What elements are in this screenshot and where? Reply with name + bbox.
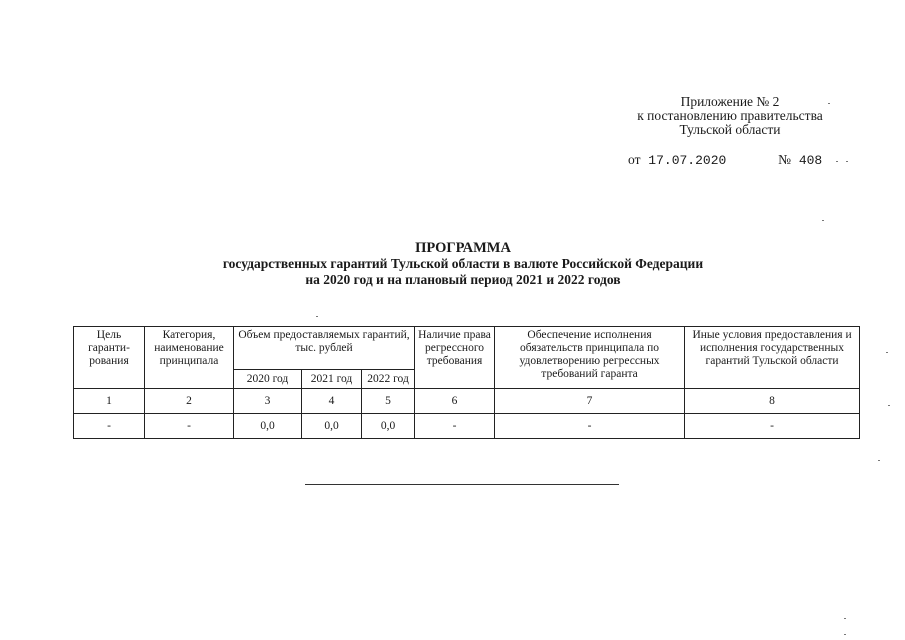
cell-regress: - <box>415 414 495 439</box>
column-number: 8 <box>685 389 860 414</box>
column-number-row <box>74 389 860 414</box>
header-other-conditions: Иные условия предоставления и исполнения государственных гарантий Тульской области <box>685 327 860 389</box>
date-prefix: от <box>628 152 641 167</box>
cell-volume-2021: 0,0 <box>302 414 362 439</box>
title-main: ПРОГРАММА <box>415 240 511 256</box>
column-number: 4 <box>302 389 362 414</box>
decree-date-line <box>628 152 822 168</box>
column-number: 2 <box>145 389 234 414</box>
header-goal: Цель гаранти-рования <box>74 327 145 389</box>
closing-rule <box>305 484 619 485</box>
header-category: Категория, наименование принципала <box>145 327 234 389</box>
scan-speck <box>822 220 824 221</box>
scan-speck <box>846 161 848 162</box>
cell-security: - <box>495 414 685 439</box>
scan-speck <box>844 634 846 635</box>
cell-goal: - <box>74 414 145 439</box>
header-year-2022: 2022 год <box>362 370 415 389</box>
scan-speck <box>888 405 890 406</box>
header-year-2021: 2021 год <box>302 370 362 389</box>
title-period: на 2020 год и на плановый период 2021 и 2022 годов <box>305 272 621 287</box>
number-sign: № <box>778 152 792 167</box>
scan-speck <box>316 316 318 317</box>
appendix-number: Приложение № 2 <box>680 94 780 109</box>
appendix-header <box>600 95 860 137</box>
title-subject: государственных гарантий Тульской области в валюте Российской Федерации <box>222 256 704 271</box>
scan-speck <box>878 460 880 461</box>
appendix-region: Тульской области <box>679 122 781 137</box>
column-number: 1 <box>74 389 145 414</box>
header-security: Обеспечение исполнения обязательств принципала по удовлетворению регрессных требований гаранта <box>495 327 685 389</box>
column-number: 3 <box>234 389 302 414</box>
scan-speck <box>844 618 846 619</box>
column-number: 6 <box>415 389 495 414</box>
scan-speck <box>836 161 838 162</box>
header-volume: Объем предоставляемых гарантий, тыс. рублей <box>234 327 415 370</box>
cell-other-conditions: - <box>685 414 860 439</box>
column-number: 5 <box>362 389 415 414</box>
column-number: 7 <box>495 389 685 414</box>
cell-category: - <box>145 414 234 439</box>
document-title <box>60 240 866 288</box>
header-regress: Наличие права регрессного требования <box>415 327 495 389</box>
decree-date: 17.07.2020 <box>648 153 727 168</box>
scan-speck <box>886 352 888 353</box>
decree-number: 408 <box>798 153 823 168</box>
header-year-2020: 2020 год <box>234 370 302 389</box>
table-row <box>74 414 860 439</box>
appendix-decree-ref: к постановлению правительства <box>637 108 823 123</box>
guarantees-table <box>73 326 860 439</box>
cell-volume-2022: 0,0 <box>362 414 415 439</box>
scan-speck <box>828 103 830 104</box>
cell-volume-2020: 0,0 <box>234 414 302 439</box>
